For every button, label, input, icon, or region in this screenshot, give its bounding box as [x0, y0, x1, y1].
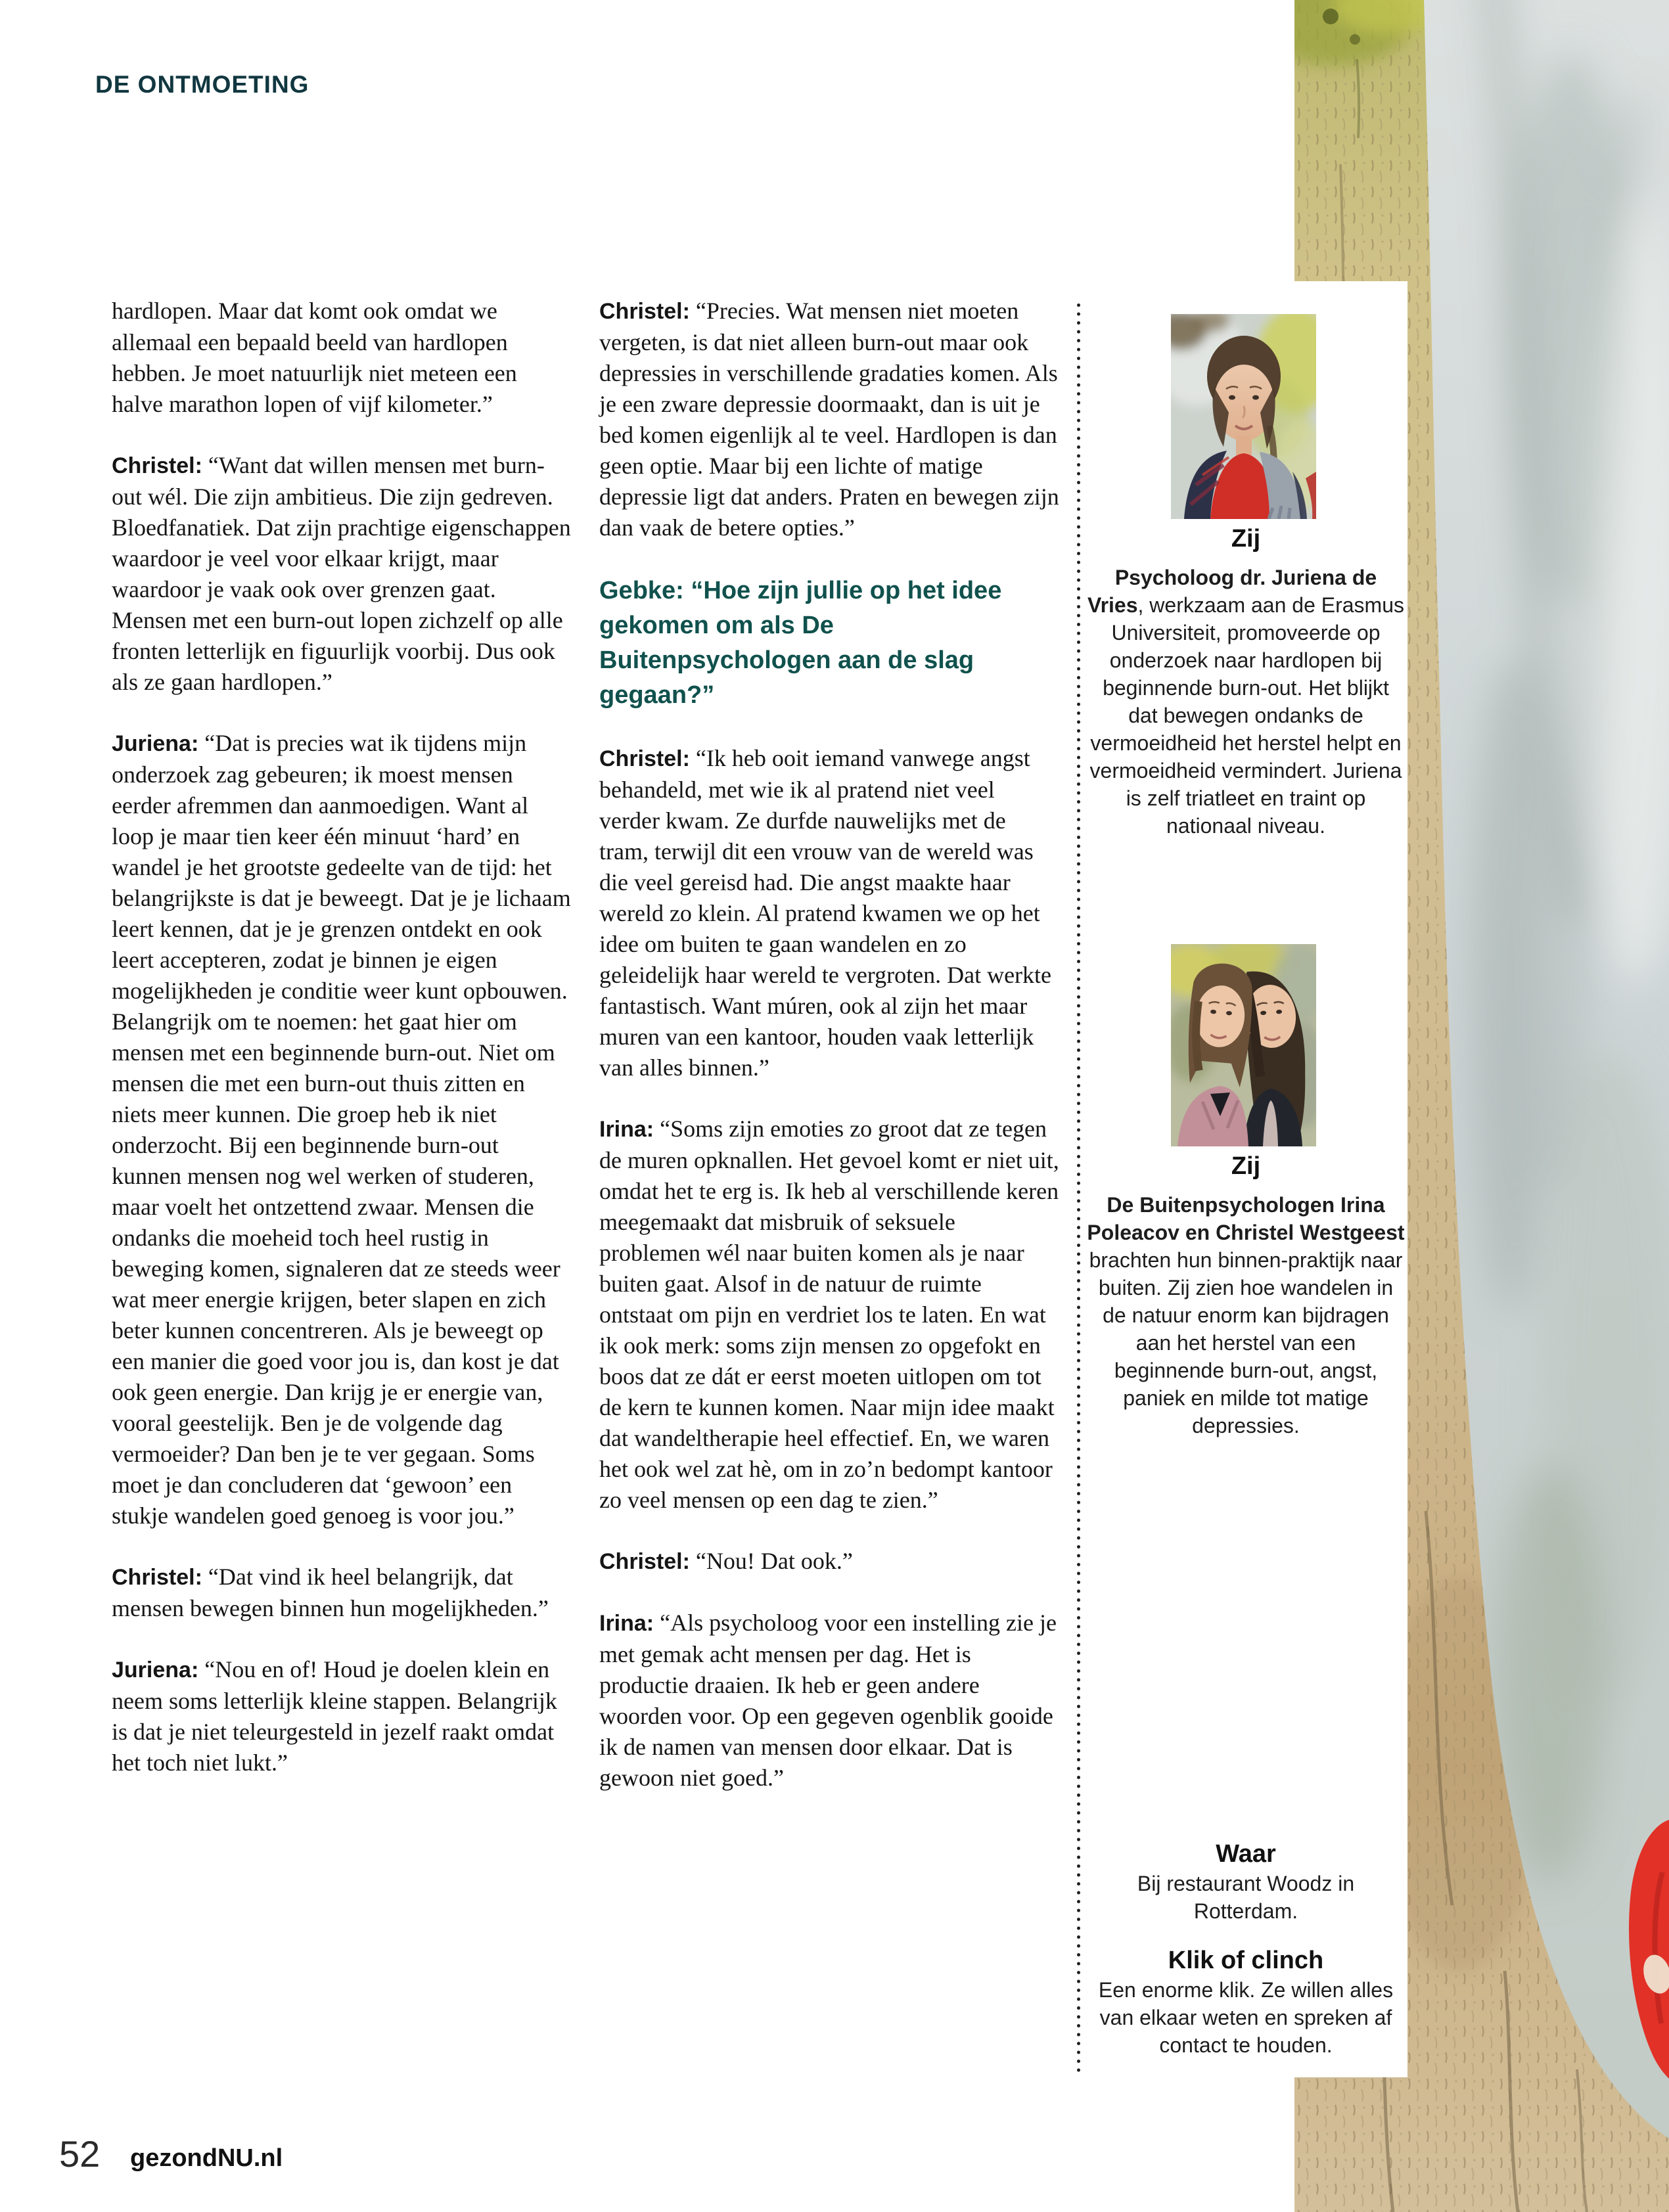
paragraph [599, 743, 1061, 1083]
paragraph-text: “Want dat willen mensen met burn-out wél. Die zijn ambitieus. Die zijn gedreven. Bloedfanatiek. Dat zijn prachtige eigenschappen waardoor je veel voor elkaar krijgt, maar waardoor je vaak ook over grenzen gaat. Mensen met een burn-out lopen zichzelf op alle fronten letterlijk en figuurlijk voorbij. Dus ook als ze gaan hardlopen.” [112, 452, 571, 695]
paragraph [112, 1562, 572, 1624]
profile-caption [1086, 564, 1406, 840]
paragraph-text: “Nou! Dat ook.” [695, 1548, 853, 1574]
speaker-label: Christel: [599, 746, 690, 771]
paragraph [599, 296, 1061, 543]
paragraph-text: “Soms zijn emoties zo groot dat ze tegen de muren opknallen. Het gevoel komt er niet uit, omdat het te erg is. Ik heb al verschillende keren meegemaakt dat misbruik of seksuele problemen wél naar buiten komen als je naar buiten gaat. Alsof in de natuur de ruimte ontstaat om pijn en verdriet los te laten. En wat ik ook merk: soms zijn mensen zo opgefokt en boos dat ze dát er eerst moeten uitlopen om tot de kern te kunnen komen. Naar mijn idee maakt dat wandeltherapie heel effectief. En, we waren het ook wel zat hè, om in zo’n bedompt kantoor zo veel mensen op een dag te zien.” [599, 1116, 1059, 1513]
profile-name: De Buitenpsychologen Irina Poleacov en Christel Westgeest [1087, 1193, 1405, 1244]
paragraph-text: “Dat is precies wat ik tijdens mijn onderzoek zag gebeuren; ik moest mensen eerder afremmen dan aanmoedigen. Want al loop je maar tien keer één minuut ‘hard’ en wandel je het grootste gedeelte van de tijd: het belangrijkste is dat je beweegt. Dat je je lichaam leert kennen, dat je je grenzen ontdekt en ook leert accepteren, zodat je binnen je eigen mogelijkheden je conditie weer kunt opbouwen. Belangrijk om te noemen: het gaat hier om mensen met een beginnende burn-out. Niet om mensen die met een burn-out thuis zitten en niets meer kunnen. Die groep heb ik niet onderzocht. Bij een beginnende burn-out kunnen mensen nog wel werken of studeren, maar voelt het ontzettend zwaar. Mensen die ondanks die moeheid toch heel rustig in beweging komen, signaleren dat ze steeds weer wat meer energie krijgen, beter slapen en zich beter kunnen concentreren. Als je beweegt op een manier die goed voor jou is, dan kost je dat ook geen energie. Dan krijg je er energie van, vooral geestelijk. Ben je de volgende dag vermoeider? Dan ben je te ver gegaan. Soms moet je dan concluderen dat ‘gewoon’ een stukje wandelen goed genoeg is voor jou.” [112, 730, 571, 1529]
paragraph-text: “Precies. Wat mensen niet moeten vergeten, is dat niet alleen burn-out maar ook depressies in verschillende gradaties komen. Als je een zware depressie doormaakt, dan is uit je bed komen eigenlijk al te veel. Hardlopen is dan geen optie. Maar bij een lichte of matige depressie ligt dat anders. Praten en bewegen zijn dan vaak de betere opties.” [599, 298, 1059, 541]
profile-heading: Zij [1231, 525, 1261, 553]
portrait-photo-juriena [1171, 314, 1316, 519]
speaker-label: Christel: [599, 299, 690, 324]
paragraph [112, 450, 572, 698]
portrait-photo-buitenpsychologen [1171, 944, 1316, 1146]
speaker-label: Christel: [112, 1565, 202, 1590]
section-kicker: DE ONTMOETING [95, 71, 309, 98]
profile-caption [1086, 1191, 1406, 1439]
profile-heading: Zij [1231, 1152, 1261, 1180]
speaker-label: Juriena: [112, 1658, 199, 1682]
article-column-2 [599, 296, 1061, 1824]
klik-of-clinch-heading: Klik of clinch [1168, 1947, 1324, 1974]
paragraph-text: hardlopen. Maar dat komt ook omdat we allemaal een bepaald beeld van hardlopen hebben. Je moet natuurlijk niet meteen een halve marathon lopen of vijf kilometer.” [112, 298, 517, 417]
profile-description: , werkzaam aan de Erasmus Universiteit, promoveerde op onderzoek naar hardlopen bij beginnende burn-out. Het blijkt dat bewegen ondanks de vermoeidheid het herstel helpt en vermoeidheid vermindert. Juriena is zelf triatleet en traint op nationaal niveau. [1089, 593, 1404, 838]
site-name: gezondNU.nl [130, 2144, 283, 2172]
paragraph [112, 728, 572, 1531]
paragraph [112, 296, 572, 420]
profile-description: brachten hun binnen-praktijk naar buiten. Zij zien hoe wandelen in de natuur enorm kan bijdragen aan het herstel van een beginnende burn-out, angst, paniek en milde tot matige depressies. [1089, 1248, 1403, 1437]
paragraph-text: “Nou en of! Houd je doelen klein en neem soms letterlijk kleine stappen. Belangrijk is dat je niet teleurgesteld in jezelf raakt omdat het toch niet lukt.” [112, 1656, 557, 1776]
waar-heading: Waar [1216, 1840, 1276, 1868]
page-number: 52 [59, 2133, 101, 2175]
speaker-label: Juriena: [112, 731, 199, 756]
profile-name: Psycholoog dr. Juriena de Vries [1087, 566, 1377, 617]
paragraph-text: “Als psycholoog voor een instelling zie je met gemak acht mensen per dag. Het is productie draaien. Ik heb er geen andere woorden voor. Op een gegeven ogenblik gooide ik de namen van mensen door elkaar. Dat is gewoon niet goed.” [599, 1610, 1057, 1791]
paragraph [599, 1114, 1061, 1516]
klik-of-clinch-text: Een enorme klik. Ze willen alles van elkaar weten en spreken af contact te houden. [1098, 1978, 1394, 2057]
speaker-label: Irina: [599, 1117, 654, 1142]
paragraph [599, 1608, 1061, 1794]
paragraph-text: “Ik heb ooit iemand vanwege angst behandeld, met wie ik al pratend niet veel verder kwam. Ze durfde nauwelijks met de tram, terwijl dit een vrouw van de wereld was die veel gereisd had. Die angst maakte haar wereld zo klein. Al pratend kwamen we op het idee om buiten te gaan wandelen en zo geleidelijk haar wereld te vergroten. Dat werkte fantastisch. Want múren, ook al zijn het maar muren van een kantoor, houden vaak letterlijk van alles binnen.” [599, 745, 1052, 1081]
dotted-divider [1077, 302, 1080, 2073]
paragraph [112, 1654, 572, 1778]
speaker-label: Christel: [112, 453, 202, 478]
waar-text: Bij restaurant Woodz in Rotterdam. [1137, 1872, 1355, 1923]
paragraph-text: “Dat vind ik heel belangrijk, dat mensen bewegen binnen hun mogelijkheden.” [112, 1564, 549, 1621]
paragraph [599, 1546, 1061, 1577]
speaker-label: Irina: [599, 1611, 654, 1636]
article-column-1 [112, 296, 572, 1809]
speaker-label: Christel: [599, 1549, 690, 1574]
interviewer-question: Gebke: “Hoe zijn jullie op het idee gekomen om als De Buitenpsychologen aan de slag gegaan?” [599, 577, 1002, 709]
